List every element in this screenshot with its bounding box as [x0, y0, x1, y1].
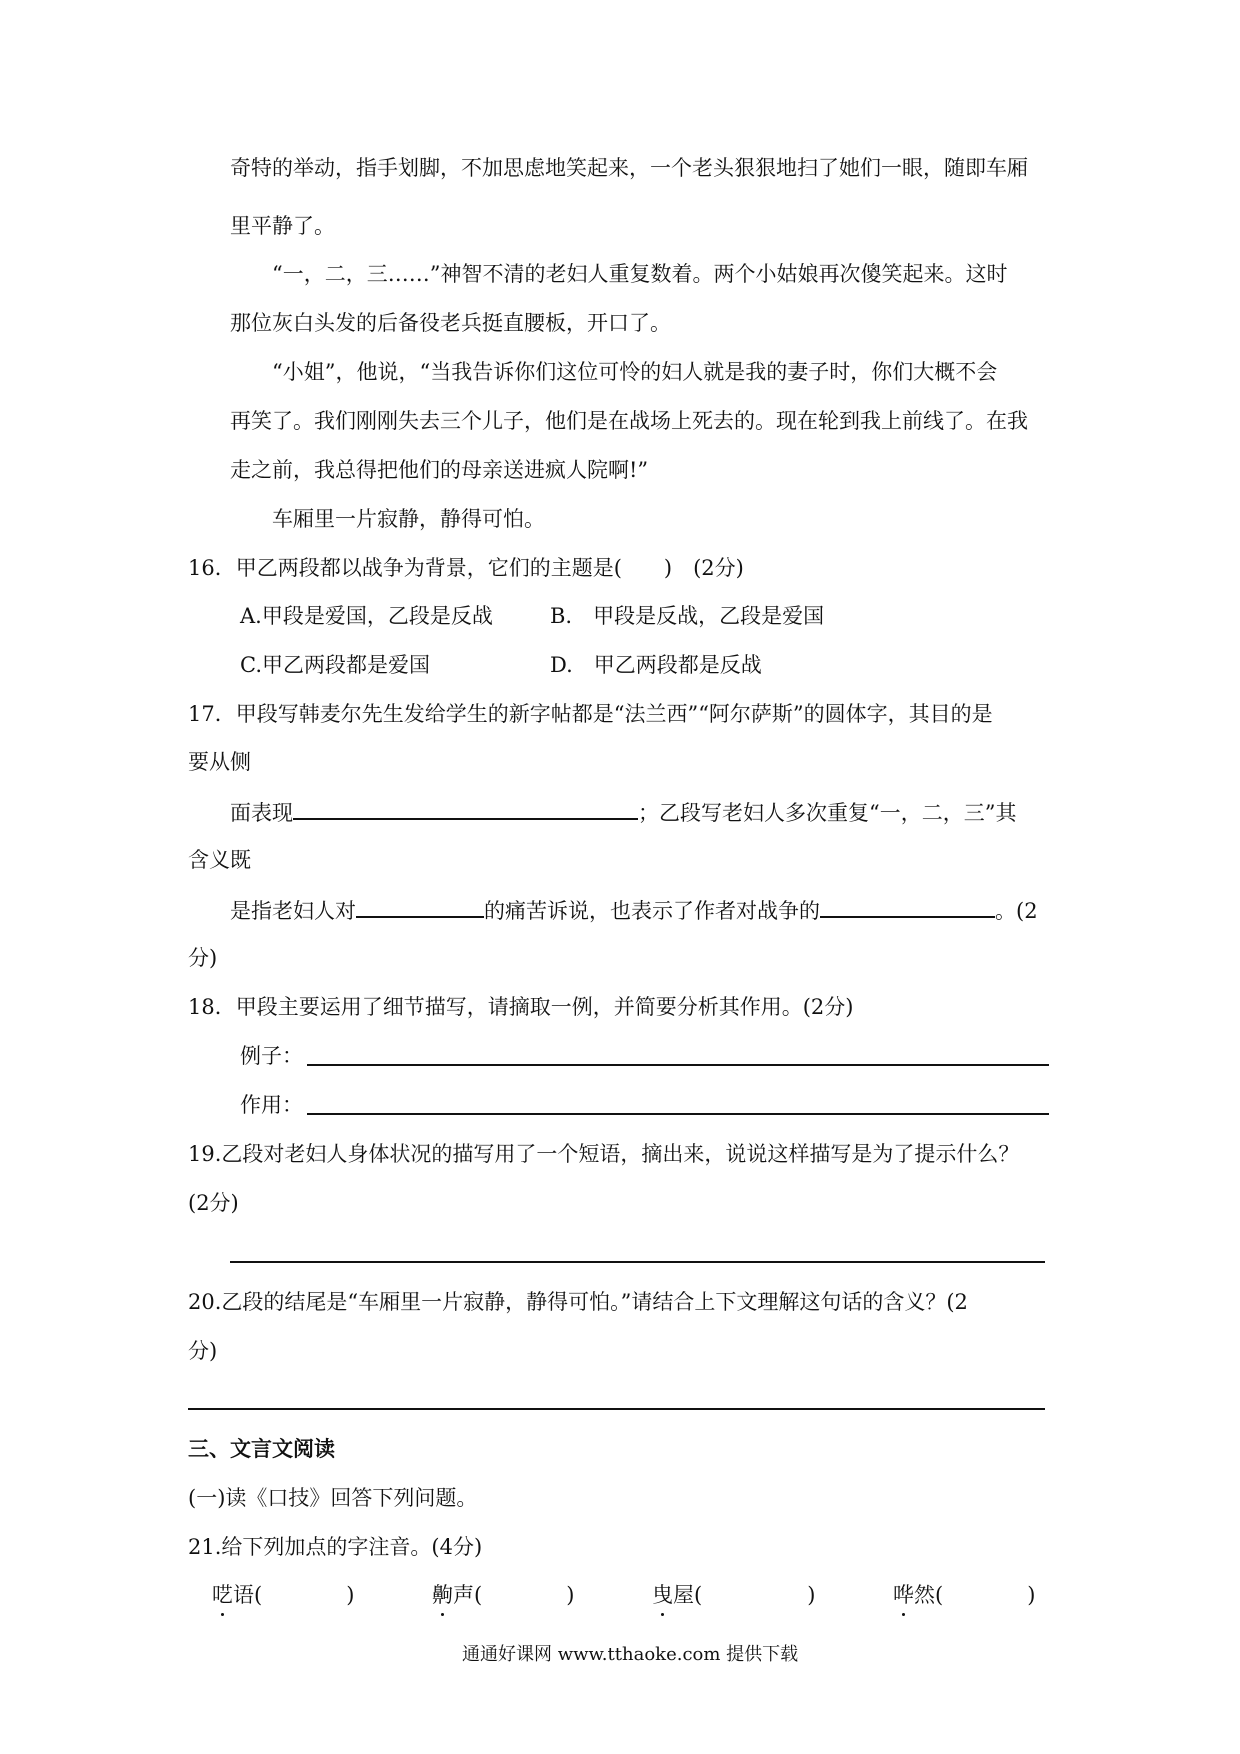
- answer-paren[interactable]: ( ): [935, 1583, 1036, 1607]
- passage-line: 车厢里一片寂静，静得可怕。: [272, 507, 545, 531]
- answer-paren[interactable]: ( ): [474, 1583, 575, 1607]
- passage-line: 那位灰白头发的后备役老兵挺直腰板，开口了。: [230, 311, 671, 335]
- answer-blank[interactable]: [820, 894, 995, 918]
- dotted-char: 曳: [652, 1580, 673, 1610]
- dotted-char: 齁: [432, 1580, 453, 1610]
- passage-line: “一，二，三……”神智不清的老妇人重复数着。两个小姑娘再次傻笑起来。这时: [272, 262, 1008, 286]
- question-16-option-a[interactable]: A.甲段是爱国，乙段是反战: [240, 604, 493, 628]
- item-char: 屋: [673, 1583, 694, 1607]
- question-17-text: 是指老妇人对: [230, 899, 356, 923]
- question-17-line: [230, 894, 1038, 926]
- passage-line: “小姐”，他说，“当我告诉你们这位可怜的妇人就是我的妻子时，你们大概不会: [272, 360, 998, 384]
- question-16-option-d[interactable]: D. 甲乙两段都是反战: [550, 653, 762, 677]
- question-17-text: ；乙段写老妇人多次重复“一，二，三”其: [638, 801, 1017, 825]
- answer-line[interactable]: [188, 1408, 1045, 1410]
- question-20-line: 分): [188, 1339, 218, 1363]
- question-17-line: 分): [188, 946, 218, 970]
- section-heading: 三、文言文阅读: [188, 1436, 335, 1461]
- passage-line: 奇特的举动，指手划脚，不加思虑地笑起来，一个老头狠狠地扫了她们一眼，随即车厢: [230, 156, 1028, 180]
- answer-line[interactable]: [307, 1113, 1049, 1115]
- item-char: 然: [914, 1583, 935, 1607]
- question-17-text: 面表现: [230, 801, 293, 825]
- answer-paren[interactable]: ( ): [254, 1583, 355, 1607]
- question-16-option-c[interactable]: C.甲乙两段都是爱国: [240, 653, 430, 677]
- dotted-char: 哗: [893, 1580, 914, 1610]
- question-16-option-b[interactable]: B. 甲段是反战，乙段是爱国: [550, 604, 825, 628]
- section-subheading: (一)读《口技》回答下列问题。: [188, 1486, 478, 1510]
- effect-label: 作用：: [240, 1093, 303, 1117]
- passage-line: 再笑了。我们刚刚失去三个儿子，他们是在战场上死去的。现在轮到我上前线了。在我: [230, 409, 1028, 433]
- question-16-stem: 16．甲乙两段都以战争为背景，它们的主题是( ) (2分): [188, 556, 744, 580]
- answer-paren[interactable]: ( ): [694, 1583, 816, 1607]
- item-char: 语: [233, 1583, 254, 1607]
- answer-line[interactable]: [307, 1064, 1049, 1066]
- question-17-line: 17．甲段写韩麦尔先生发给学生的新字帖都是“法兰西”“阿尔萨斯”的圆体字，其目的是: [188, 702, 993, 726]
- question-17-text: 的痛苦诉说，也表示了作者对战争的: [484, 899, 820, 923]
- question-17-line: 要从侧: [188, 750, 251, 774]
- question-19-line: (2分): [188, 1191, 239, 1215]
- pinyin-item: [652, 1580, 815, 1610]
- answer-blank[interactable]: [356, 894, 484, 918]
- passage-line: 里平静了。: [230, 214, 335, 238]
- question-20-line: 20.乙段的结尾是“车厢里一片寂静，静得可怕。”请结合上下文理解这句话的含义？(2: [188, 1290, 968, 1314]
- page-footer: 通通好课网 www.tthaoke.com 提供下载: [462, 1644, 799, 1665]
- question-17-line: 含义既: [188, 848, 251, 872]
- pinyin-item: [893, 1580, 1035, 1610]
- pinyin-item: [212, 1580, 354, 1610]
- pinyin-item: [432, 1580, 574, 1610]
- question-17-line: [230, 796, 1016, 828]
- question-19-line: 19.乙段对老妇人身体状况的描写用了一个短语，摘出来，说说这样描写是为了提示什么？: [188, 1142, 1020, 1166]
- example-label: 例子：: [240, 1044, 303, 1068]
- question-21-stem: 21.给下列加点的字注音。(4分): [188, 1535, 483, 1559]
- answer-line[interactable]: [230, 1261, 1045, 1263]
- dotted-char: 呓: [212, 1580, 233, 1610]
- answer-blank[interactable]: [293, 796, 638, 820]
- question-18-stem: 18．甲段主要运用了细节描写，请摘取一例，并简要分析其作用。(2分): [188, 995, 854, 1019]
- item-char: 声: [453, 1583, 474, 1607]
- question-17-text: 。(2: [995, 899, 1038, 923]
- passage-line: 走之前，我总得把他们的母亲送进疯人院啊!”: [230, 458, 649, 482]
